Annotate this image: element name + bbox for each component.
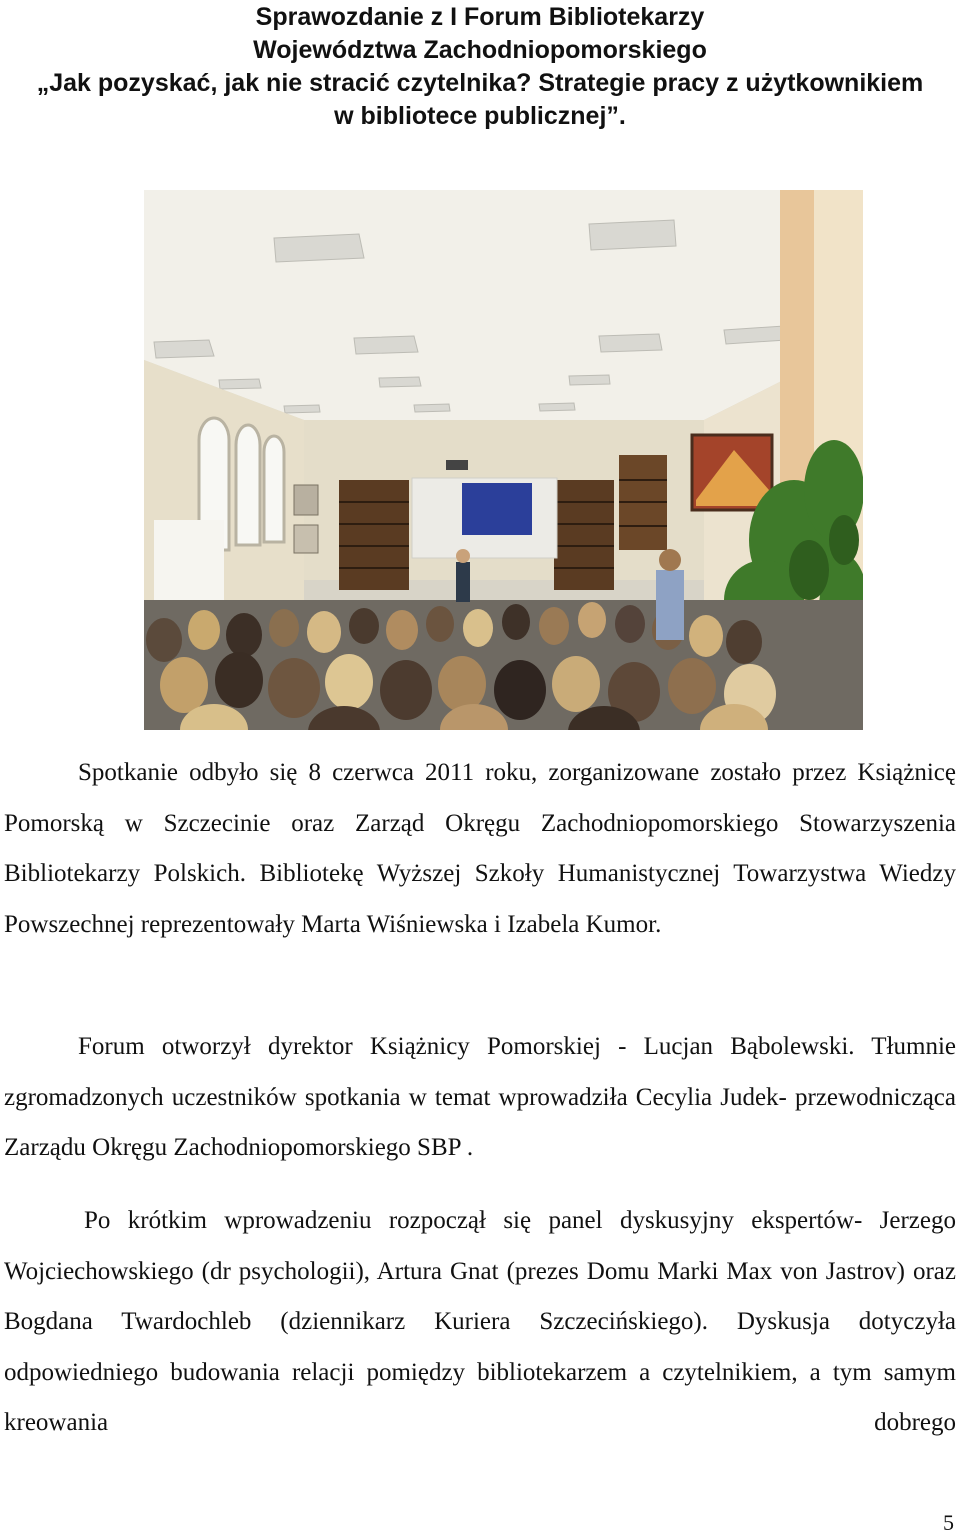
paragraph-3: Po krótkim wprowadzeniu rozpoczął się panel dyskusyjny ekspertów- Jerzego Wojciechowskiego (dr psychologii), Artura Gnat (prezes Domu Marki Max von Jastrov) oraz Bogdana Twardochleb (dziennikarz Kuriera Szczecińskiego). Dyskusja dotyczyła odpowiedniego budowania relacji pomiędzy bibliotekarzem a czytelnikiem, a tym samym kreowania dobrego <box>4 1207 956 1437</box>
paragraph-1: Spotkanie odbyło się 8 czerwca 2011 roku, zorganizowane zostało przez Książnicę Pomorską w Szczecinie oraz Zarząd Okręgu Zachodniopomorskiego Stowarzyszenia Bibliotekarzy Polskich. Bibliotekę Wyższej Szkoły Humanistycznej Towarzystwa Wiedzy Powszechnej reprezentowały Marta Wiśniewska i Izabela Kumor. <box>4 759 956 938</box>
conference-photo <box>144 190 863 730</box>
page-number: 5 <box>943 1510 954 1535</box>
title-line-4: w bibliotece publicznej”. <box>334 102 626 130</box>
title-line-3: „Jak pozyskać, jak nie stracić czytelnika? Strategie pracy z użytkownikiem <box>36 69 924 97</box>
document-title <box>0 0 960 133</box>
title-line-2: Województwa Zachodniopomorskiego <box>253 36 707 64</box>
title-line-1: Sprawozdanie z I Forum Bibliotekarzy <box>255 3 705 31</box>
paragraph-2: Forum otworzył dyrektor Książnicy Pomorskiej - Lucjan Bąbolewski. Tłumnie zgromadzonych uczestników spotkania w temat wprowadziła Cecylia Judek- przewodnicząca Zarządu Okręgu Zachodniopomorskiego SBP . <box>4 1033 956 1162</box>
